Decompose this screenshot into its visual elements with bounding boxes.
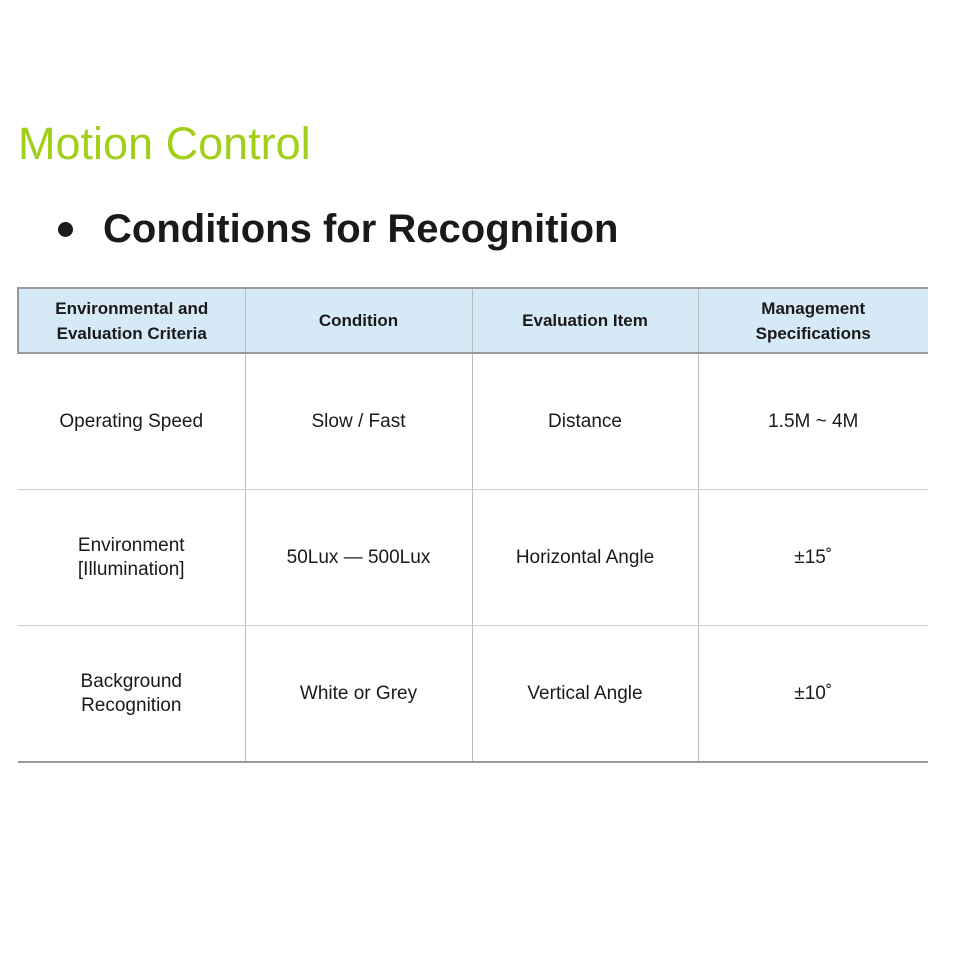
table-cell-management-spec: ±10˚ xyxy=(698,626,928,763)
table-cell-condition: White or Grey xyxy=(245,626,472,763)
table-cell-evaluation-item: Distance xyxy=(472,353,698,490)
column-header-criteria: Environmental and Evaluation Criteria xyxy=(18,288,245,353)
table-cell-criteria: Background Recognition xyxy=(18,626,245,763)
bullet-dot-icon xyxy=(58,222,73,237)
page-title: Motion Control xyxy=(18,118,311,169)
column-header-management-specs: Management Specifications xyxy=(698,288,928,353)
table-row xyxy=(18,490,928,626)
spec-table xyxy=(17,287,928,763)
table-cell-evaluation-item: Horizontal Angle xyxy=(472,490,698,626)
table-row xyxy=(18,626,928,763)
table-cell-condition: Slow / Fast xyxy=(245,353,472,490)
column-header-evaluation-item: Evaluation Item xyxy=(472,288,698,353)
table-cell-management-spec: ±15˚ xyxy=(698,490,928,626)
table-cell-criteria: Operating Speed xyxy=(18,353,245,490)
table-cell-condition: 50Lux — 500Lux xyxy=(245,490,472,626)
table-cell-criteria: Environment [Illumination] xyxy=(18,490,245,626)
section-heading-text: Conditions for Recognition xyxy=(103,207,619,251)
table-cell-management-spec: 1.5M ~ 4M xyxy=(698,353,928,490)
section-heading xyxy=(58,204,619,254)
spec-table-container xyxy=(17,287,927,763)
table-cell-evaluation-item: Vertical Angle xyxy=(472,626,698,763)
table-header-row xyxy=(18,288,928,353)
column-header-condition: Condition xyxy=(245,288,472,353)
table-row xyxy=(18,353,928,490)
